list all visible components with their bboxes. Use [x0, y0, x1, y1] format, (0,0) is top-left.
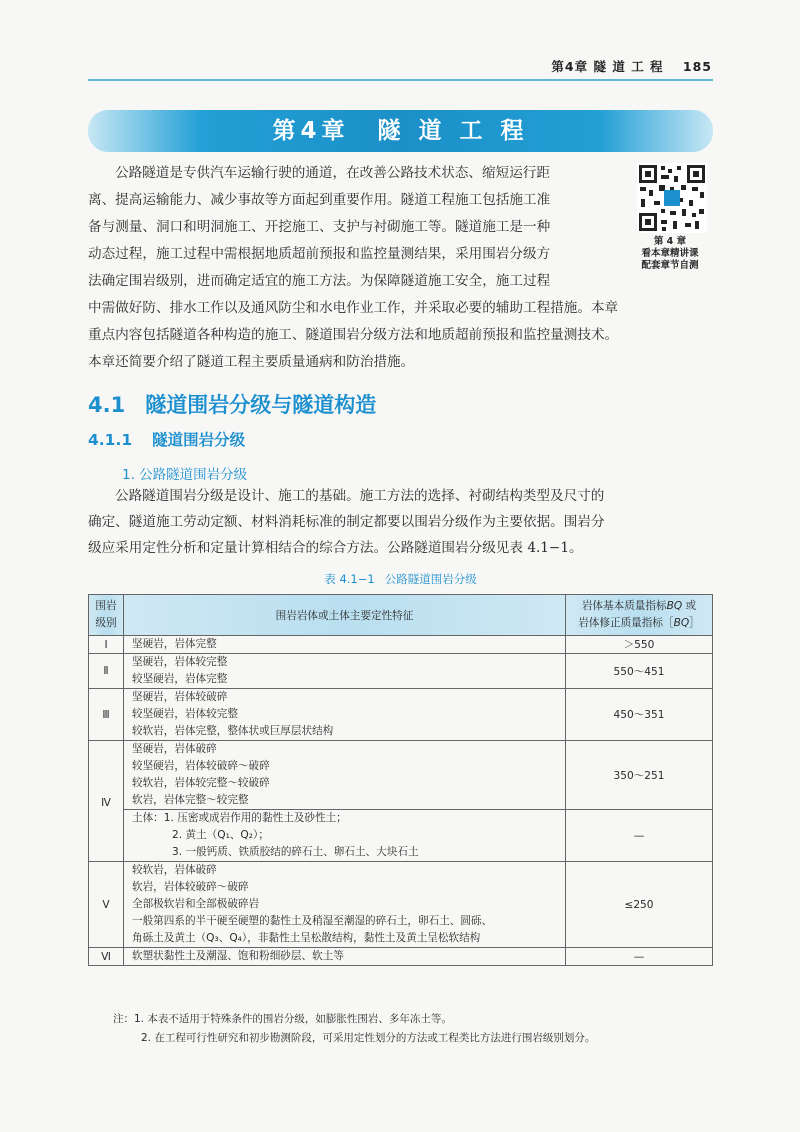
cell-grade: Ⅵ: [89, 948, 124, 966]
cell-value: ≤250: [566, 862, 713, 948]
cell-value: 450～351: [566, 689, 713, 741]
section-number: 4.1: [88, 393, 126, 417]
feature-line: 较坚硬岩，岩体较破碎～破碎: [132, 760, 270, 772]
cell-feature: [124, 654, 566, 689]
subsection-title: 隧道围岩分级: [152, 431, 246, 449]
table-row: [89, 741, 713, 810]
subsection-number: 4.1.1: [88, 431, 133, 449]
feature-line: 坚硬岩，岩体破碎: [132, 743, 217, 755]
intro-line: 动态过程，施工过程中需根据地质超前预报和监控量测结果，采用围岩分级方: [88, 246, 551, 262]
header-index-text: 岩体基本质量指标: [581, 600, 667, 612]
table-row: [89, 689, 713, 741]
cell-feature: [124, 862, 566, 948]
cell-feature: [124, 741, 566, 810]
intro-line: 公路隧道是专供汽车运输行驶的通道，在改善公路技术状态、缩短运行距: [115, 165, 550, 181]
qr-caption: [620, 236, 720, 272]
feature-line: 一般第四系的半干硬至硬塑的黏性土及稍湿至潮湿的碎石土，卵石土、圆砾、: [132, 915, 493, 927]
body-line: 级应采用定性分析和定量计算相结合的综合方法。公路隧道围岩分级见表 4.1−1。: [88, 540, 583, 556]
feature-line: 较软岩，岩体较完整～较破碎: [132, 777, 270, 789]
running-header-title: 隧 道 工 程: [593, 59, 664, 74]
qr-caption-line: 第 4 章: [653, 236, 687, 247]
qr-code-icon: [637, 163, 707, 233]
intro-line: 离、提高运输能力、减少事故等方面起到重要作用。隧道工程施工包括施工准: [88, 192, 551, 208]
header-index-line: [566, 598, 712, 615]
header-index: [566, 595, 713, 636]
feature-line: 较坚硬岩，岩体完整: [132, 673, 228, 685]
feature-line: 坚硬岩，岩体较破碎: [132, 691, 228, 703]
body-line: 确定、隧道施工劳动定额、材料消耗标准的制定都要以围岩分级作为主要依据。围岩分: [88, 514, 605, 530]
feature-line: 坚硬岩，岩体完整: [132, 638, 217, 650]
table-header-row: [89, 595, 713, 636]
table-row: [89, 948, 713, 966]
cell-value: 350～251: [566, 741, 713, 810]
intro-line: 法确定围岩级别，进而确定适宜的施工方法。为保障隧道施工安全，施工过程: [88, 273, 551, 289]
feature-line: 全部极软岩和全部极破碎岩: [132, 898, 260, 910]
table-row: [89, 810, 713, 862]
table-notes: [113, 1010, 713, 1048]
cell-grade: Ⅴ: [89, 862, 124, 948]
table-row: [89, 654, 713, 689]
intro-line: 重点内容包括隧道各种构造的施工、隧道围岩分级方法和地质超前预报和监控量测技术。: [88, 327, 619, 343]
feature-line: 2. 黄土（Q₁、Q₂）；: [172, 829, 269, 841]
header-grade-line: 级别: [95, 617, 117, 629]
table-note: 2. 在工程可行性研究和初步勘测阶段，可采用定性划分的方法或工程类比方法进行围岩级别划分。: [141, 1032, 596, 1044]
subsubsection-heading: 1. 公路隧道围岩分级: [122, 467, 248, 483]
cell-value: ＞550: [566, 636, 713, 654]
table-caption-title: 公路隧道围岩分级: [384, 572, 477, 586]
qr-caption-line: 配套章节自测: [641, 260, 699, 271]
cell-grade: Ⅰ: [89, 636, 124, 654]
feature-line: 坚硬岩，岩体较完整: [132, 656, 228, 668]
qr-code[interactable]: [637, 163, 707, 233]
header-feature: 围岩岩体或土体主要定性特征: [124, 595, 566, 636]
header-grade: [89, 595, 124, 636]
table-note: 注：1. 本表不适用于特殊条件的围岩分级，如膨胀性围岩、多年冻土等。: [113, 1013, 452, 1025]
header-grade-line: 围岩: [95, 600, 117, 612]
cell-value: —: [566, 948, 713, 966]
header-index-bq: BQ: [666, 600, 683, 612]
cell-grade: Ⅳ: [89, 741, 124, 862]
intro-line: 中需做好防、排水工作以及通风防尘和水电作业工作，并采取必要的辅助工程措施。本章: [88, 300, 619, 316]
feature-line: 较坚硬岩，岩体较完整: [132, 708, 238, 720]
cell-feature: [124, 689, 566, 741]
feature-line: 3. 一般钙质、铁质胶结的碎石土、卵石土、大块石土: [172, 846, 419, 858]
feature-line: 软塑状黏性土及潮湿、饱和粉细砂层、软土等: [132, 950, 344, 962]
header-index-text: 或: [682, 600, 697, 612]
table-caption-number: 表 4.1−1: [324, 572, 375, 586]
header-index-line: [566, 615, 712, 632]
cell-feature: [124, 636, 566, 654]
running-header-chapter: 第4章: [551, 59, 589, 74]
body-paragraph: [88, 483, 713, 561]
feature-line: 角砾土及黄土（Q₃、Q₄），非黏性土呈松散结构，黏性土及黄土呈松软结构: [132, 932, 481, 944]
feature-line: 较软岩，岩体完整，整体状或巨厚层状结构: [132, 725, 334, 737]
feature-line: 土体：1. 压密或成岩作用的黏性土及砂性土；: [132, 812, 347, 824]
body-line: 公路隧道围岩分级是设计、施工的基础。施工方法的选择、衬砌结构类型及尺寸的: [115, 488, 605, 504]
cell-value: —: [566, 810, 713, 862]
header-index-text: ］: [689, 617, 700, 629]
rock-grade-table: [88, 594, 713, 966]
page-number: 185: [682, 59, 712, 74]
chapter-title: 第4章 隧 道 工 程: [272, 118, 529, 144]
section-title: 隧道围岩分级与隧道构造: [145, 393, 377, 417]
header-index-text: 岩体修正质量指标［: [578, 617, 674, 629]
feature-line: 软岩，岩体较破碎～破碎: [132, 881, 249, 893]
intro-paragraph: [88, 160, 708, 376]
subsection-heading: [88, 428, 245, 450]
header-index-bq: BQ: [673, 617, 690, 629]
section-heading: [88, 389, 376, 419]
intro-line: 备与测量、洞口和明洞施工、开挖施工、支护与衬砌施工等。隧道施工是一种: [88, 219, 551, 235]
cell-grade: Ⅲ: [89, 689, 124, 741]
table-row: [89, 862, 713, 948]
header-rule: [88, 79, 713, 81]
table-caption: [88, 571, 713, 587]
qr-caption-line: 看本章精讲课: [641, 248, 699, 259]
feature-line: 软岩，岩体完整～较完整: [132, 794, 249, 806]
intro-line: 本章还简要介绍了隧道工程主要质量通病和防治措施。: [88, 354, 415, 370]
cell-grade: Ⅱ: [89, 654, 124, 689]
cell-feature: [124, 810, 566, 862]
cell-feature: [124, 948, 566, 966]
table-row: [89, 636, 713, 654]
feature-line: 较软岩，岩体破碎: [132, 864, 217, 876]
running-header: [480, 57, 712, 79]
cell-value: 550～451: [566, 654, 713, 689]
